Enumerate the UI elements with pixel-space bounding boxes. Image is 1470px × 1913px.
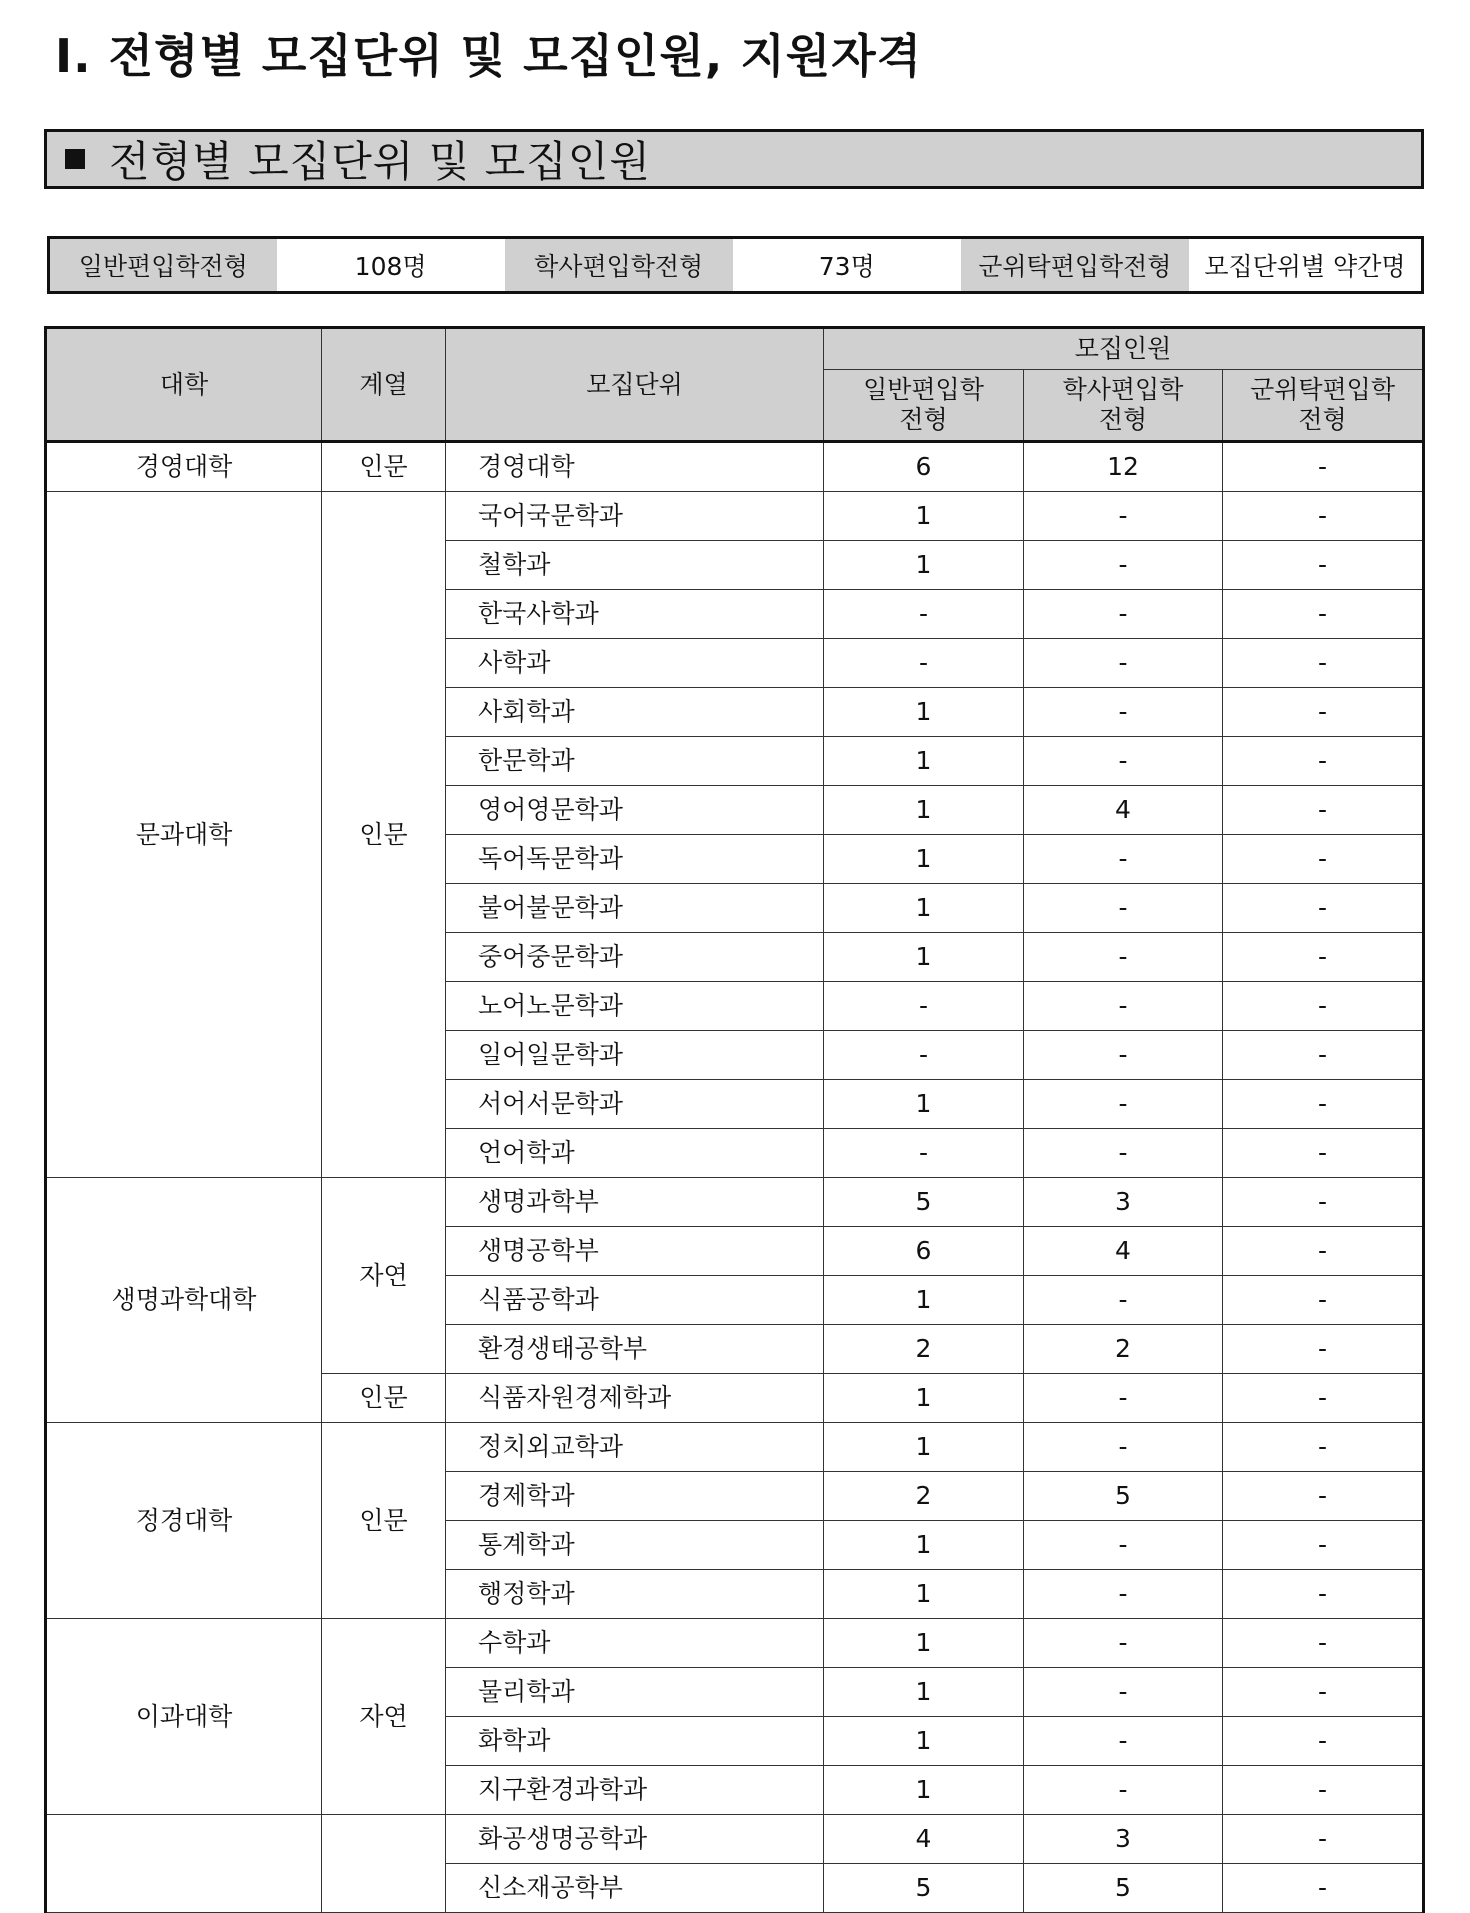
track-cell: 자연 xyxy=(322,1178,446,1374)
bachelor-quota-cell: 3 xyxy=(1024,1815,1223,1864)
table-row xyxy=(46,1178,1424,1227)
general-quota-cell: 6 xyxy=(824,442,1024,492)
bachelor-quota-cell: - xyxy=(1024,1129,1223,1178)
military-quota-cell: - xyxy=(1223,1374,1424,1423)
general-quota-cell: 6 xyxy=(824,1227,1024,1276)
military-quota-cell: - xyxy=(1223,1423,1424,1472)
table-row xyxy=(46,1423,1424,1472)
bachelor-quota-cell: - xyxy=(1024,884,1223,933)
unit-cell: 언어학과 xyxy=(446,1129,824,1178)
table-row xyxy=(46,1619,1424,1668)
section-title: 전형별 모집단위 및 모집인원 xyxy=(109,137,651,186)
track-cell: 인문 xyxy=(322,492,446,1178)
general-quota-cell: 2 xyxy=(824,1325,1024,1374)
general-quota-cell: 4 xyxy=(824,1815,1024,1864)
unit-cell: 정치외교학과 xyxy=(446,1423,824,1472)
military-quota-cell: - xyxy=(1223,688,1424,737)
unit-cell: 서어서문학과 xyxy=(446,1080,824,1129)
bachelor-quota-cell: - xyxy=(1024,1570,1223,1619)
military-quota-cell: - xyxy=(1223,982,1424,1031)
quota-table-body xyxy=(46,442,1424,1913)
college-cell: 문과대학 xyxy=(46,492,322,1178)
military-quota-cell: - xyxy=(1223,737,1424,786)
unit-cell: 노어노문학과 xyxy=(446,982,824,1031)
general-transfer-value: 108명 xyxy=(277,238,505,293)
military-quota-cell: - xyxy=(1223,639,1424,688)
unit-cell: 독어독문학과 xyxy=(446,835,824,884)
bachelor-quota-cell: - xyxy=(1024,1374,1223,1423)
unit-cell: 지구환경과학과 xyxy=(446,1766,824,1815)
military-quota-cell: - xyxy=(1223,1864,1424,1913)
table-row xyxy=(46,1815,1424,1864)
unit-cell: 식품자원경제학과 xyxy=(446,1374,824,1423)
track-cell xyxy=(322,1815,446,1913)
header-military: 군위탁편입학 전형 xyxy=(1223,370,1424,442)
military-quota-cell: - xyxy=(1223,1570,1424,1619)
general-quota-cell: 1 xyxy=(824,541,1024,590)
unit-cell: 중어중문학과 xyxy=(446,933,824,982)
bachelor-quota-cell: - xyxy=(1024,688,1223,737)
quota-table xyxy=(44,326,1425,1913)
track-cell: 인문 xyxy=(322,442,446,492)
military-quota-cell: - xyxy=(1223,1815,1424,1864)
military-quota-cell: - xyxy=(1223,1472,1424,1521)
unit-cell: 한국사학과 xyxy=(446,590,824,639)
military-quota-cell: - xyxy=(1223,835,1424,884)
general-quota-cell: 1 xyxy=(824,786,1024,835)
unit-cell: 물리학과 xyxy=(446,1668,824,1717)
general-quota-cell: - xyxy=(824,639,1024,688)
unit-cell: 수학과 xyxy=(446,1619,824,1668)
general-quota-cell: 1 xyxy=(824,835,1024,884)
bachelor-quota-cell: 12 xyxy=(1024,442,1223,492)
military-quota-cell: - xyxy=(1223,492,1424,541)
unit-cell: 경제학과 xyxy=(446,1472,824,1521)
military-quota-cell: - xyxy=(1223,1521,1424,1570)
general-quota-cell: - xyxy=(824,1129,1024,1178)
general-quota-cell: 1 xyxy=(824,1276,1024,1325)
military-transfer-value: 모집단위별 약간명 xyxy=(1189,238,1423,293)
bachelor-quota-cell: - xyxy=(1024,1080,1223,1129)
military-quota-cell: - xyxy=(1223,590,1424,639)
general-quota-cell: 1 xyxy=(824,1717,1024,1766)
general-quota-cell: 1 xyxy=(824,884,1024,933)
general-quota-cell: 1 xyxy=(824,492,1024,541)
track-cell: 인문 xyxy=(322,1423,446,1619)
military-quota-cell: - xyxy=(1223,786,1424,835)
bachelor-quota-cell: - xyxy=(1024,982,1223,1031)
general-transfer-label: 일반편입학전형 xyxy=(49,238,277,293)
unit-cell: 일어일문학과 xyxy=(446,1031,824,1080)
unit-cell: 환경생태공학부 xyxy=(446,1325,824,1374)
military-quota-cell: - xyxy=(1223,1080,1424,1129)
unit-cell: 화공생명공학과 xyxy=(446,1815,824,1864)
bachelor-quota-cell: - xyxy=(1024,541,1223,590)
bachelor-quota-cell: 5 xyxy=(1024,1472,1223,1521)
unit-cell: 경영대학 xyxy=(446,442,824,492)
header-bachelor: 학사편입학 전형 xyxy=(1024,370,1223,442)
military-quota-cell: - xyxy=(1223,1619,1424,1668)
bachelor-transfer-value: 73명 xyxy=(733,238,961,293)
military-quota-cell: - xyxy=(1223,1325,1424,1374)
bachelor-quota-cell: - xyxy=(1024,835,1223,884)
square-bullet-icon xyxy=(65,149,85,169)
general-quota-cell: 1 xyxy=(824,688,1024,737)
track-cell: 인문 xyxy=(322,1374,446,1423)
general-quota-cell: - xyxy=(824,590,1024,639)
header-college: 대학 xyxy=(46,328,322,442)
unit-cell: 영어영문학과 xyxy=(446,786,824,835)
bachelor-quota-cell: - xyxy=(1024,1668,1223,1717)
general-quota-cell: 1 xyxy=(824,933,1024,982)
college-cell: 이과대학 xyxy=(46,1619,322,1815)
unit-cell: 사회학과 xyxy=(446,688,824,737)
college-cell: 생명과학대학 xyxy=(46,1178,322,1423)
summary-table xyxy=(47,236,1424,294)
military-quota-cell: - xyxy=(1223,541,1424,590)
general-quota-cell: 1 xyxy=(824,1619,1024,1668)
bachelor-quota-cell: - xyxy=(1024,590,1223,639)
unit-cell: 철학과 xyxy=(446,541,824,590)
military-quota-cell: - xyxy=(1223,933,1424,982)
bachelor-quota-cell: 2 xyxy=(1024,1325,1223,1374)
header-quota: 모집인원 xyxy=(824,328,1424,370)
military-quota-cell: - xyxy=(1223,1031,1424,1080)
bachelor-quota-cell: - xyxy=(1024,1619,1223,1668)
bachelor-quota-cell: - xyxy=(1024,1031,1223,1080)
header-track: 계열 xyxy=(322,328,446,442)
bachelor-quota-cell: - xyxy=(1024,1717,1223,1766)
bachelor-quota-cell: 5 xyxy=(1024,1864,1223,1913)
bachelor-quota-cell: 4 xyxy=(1024,1227,1223,1276)
unit-cell: 국어국문학과 xyxy=(446,492,824,541)
general-quota-cell: 5 xyxy=(824,1864,1024,1913)
military-quota-cell: - xyxy=(1223,442,1424,492)
header-unit: 모집단위 xyxy=(446,328,824,442)
bachelor-quota-cell: - xyxy=(1024,1766,1223,1815)
unit-cell: 생명과학부 xyxy=(446,1178,824,1227)
unit-cell: 사학과 xyxy=(446,639,824,688)
college-cell: 정경대학 xyxy=(46,1423,322,1619)
military-quota-cell: - xyxy=(1223,1227,1424,1276)
military-transfer-label: 군위탁편입학전형 xyxy=(961,238,1189,293)
unit-cell: 한문학과 xyxy=(446,737,824,786)
general-quota-cell: 1 xyxy=(824,1080,1024,1129)
college-cell: 경영대학 xyxy=(46,442,322,492)
header-general: 일반편입학 전형 xyxy=(824,370,1024,442)
bachelor-quota-cell: - xyxy=(1024,1423,1223,1472)
general-quota-cell: - xyxy=(824,1031,1024,1080)
military-quota-cell: - xyxy=(1223,1766,1424,1815)
military-quota-cell: - xyxy=(1223,1178,1424,1227)
general-quota-cell: 2 xyxy=(824,1472,1024,1521)
table-row xyxy=(46,492,1424,541)
bachelor-quota-cell: - xyxy=(1024,492,1223,541)
general-quota-cell: 1 xyxy=(824,1521,1024,1570)
unit-cell: 화학과 xyxy=(446,1717,824,1766)
unit-cell: 행정학과 xyxy=(446,1570,824,1619)
general-quota-cell: - xyxy=(824,982,1024,1031)
general-quota-cell: 1 xyxy=(824,1766,1024,1815)
unit-cell: 생명공학부 xyxy=(446,1227,824,1276)
military-quota-cell: - xyxy=(1223,1276,1424,1325)
bachelor-transfer-label: 학사편입학전형 xyxy=(505,238,733,293)
general-quota-cell: 1 xyxy=(824,737,1024,786)
general-quota-cell: 1 xyxy=(824,1423,1024,1472)
unit-cell: 불어불문학과 xyxy=(446,884,824,933)
bachelor-quota-cell: - xyxy=(1024,1521,1223,1570)
general-quota-cell: 1 xyxy=(824,1668,1024,1717)
military-quota-cell: - xyxy=(1223,1129,1424,1178)
unit-cell: 신소재공학부 xyxy=(446,1864,824,1913)
bachelor-quota-cell: - xyxy=(1024,1276,1223,1325)
military-quota-cell: - xyxy=(1223,884,1424,933)
military-quota-cell: - xyxy=(1223,1717,1424,1766)
military-quota-cell: - xyxy=(1223,1668,1424,1717)
general-quota-cell: 1 xyxy=(824,1570,1024,1619)
table-row xyxy=(46,442,1424,492)
bachelor-quota-cell: - xyxy=(1024,933,1223,982)
bachelor-quota-cell: 4 xyxy=(1024,786,1223,835)
bachelor-quota-cell: 3 xyxy=(1024,1178,1223,1227)
college-cell xyxy=(46,1815,322,1913)
track-cell: 자연 xyxy=(322,1619,446,1815)
unit-cell: 통계학과 xyxy=(446,1521,824,1570)
general-quota-cell: 5 xyxy=(824,1178,1024,1227)
page-title: Ⅰ. 전형별 모집단위 및 모집인원, 지원자격 xyxy=(55,29,923,83)
bachelor-quota-cell: - xyxy=(1024,639,1223,688)
section-header xyxy=(44,129,1424,189)
bachelor-quota-cell: - xyxy=(1024,737,1223,786)
general-quota-cell: 1 xyxy=(824,1374,1024,1423)
unit-cell: 식품공학과 xyxy=(446,1276,824,1325)
